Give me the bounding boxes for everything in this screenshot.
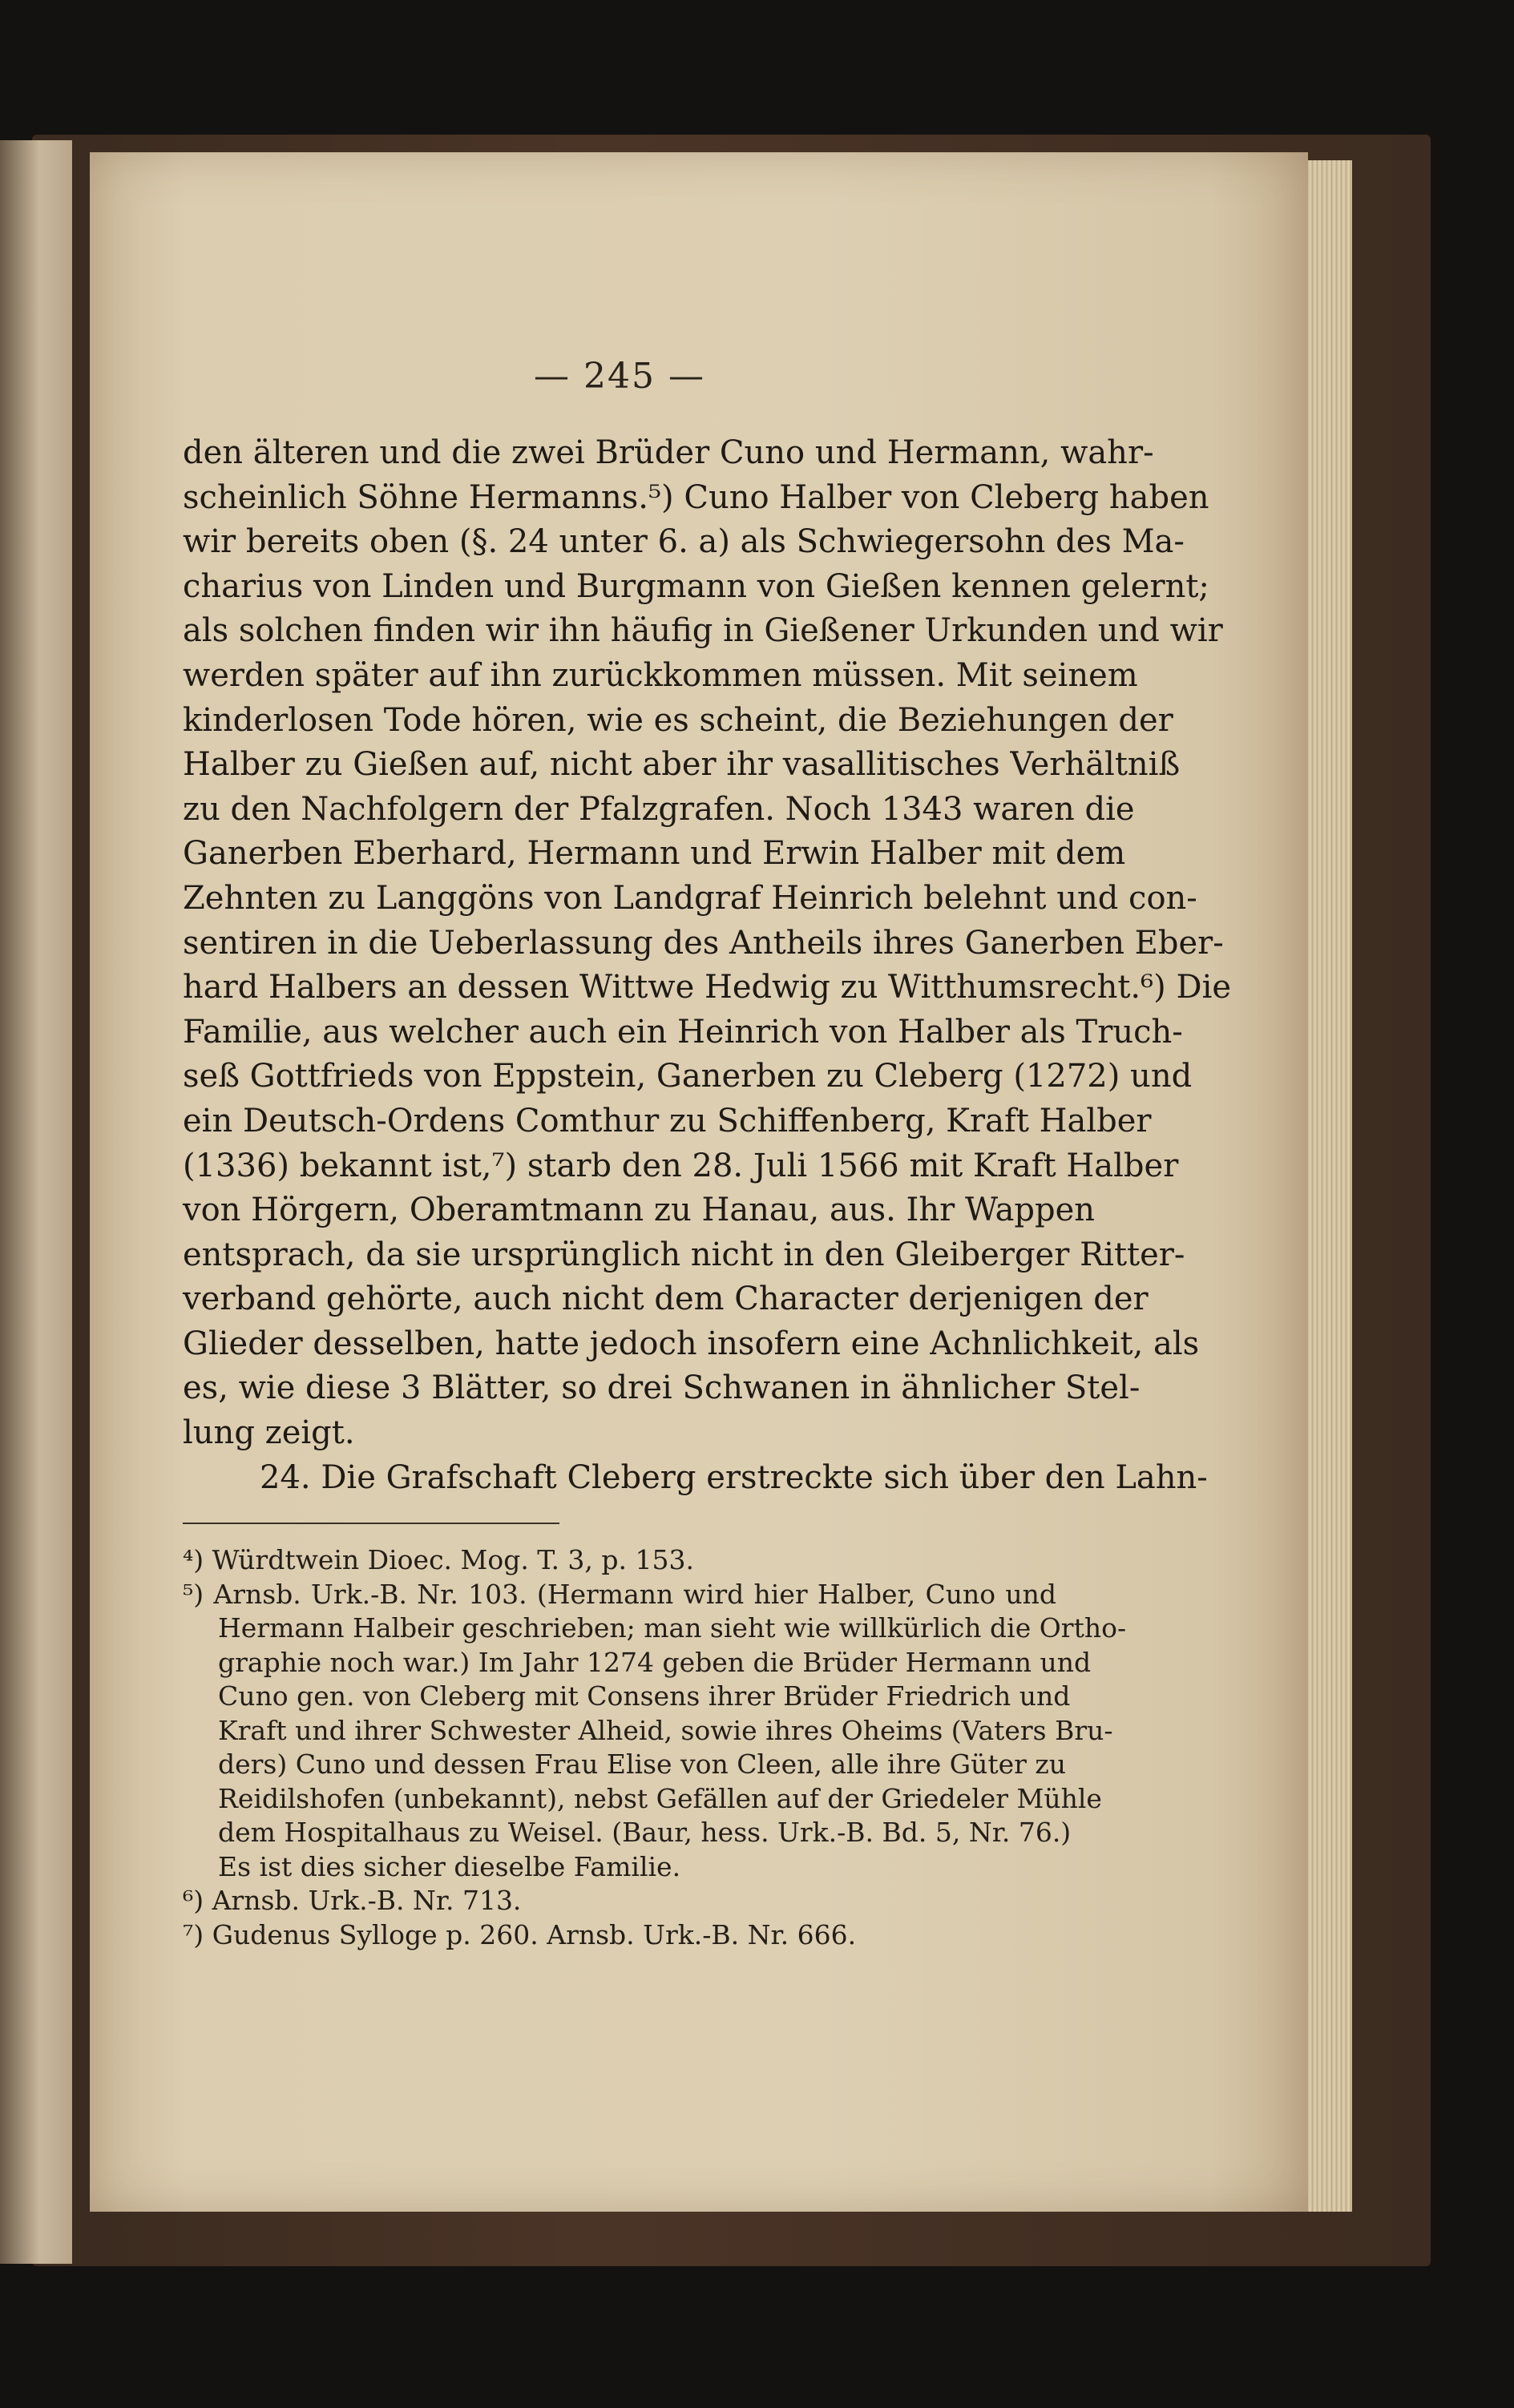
footnote-line: Kraft und ihrer Schwester Alheid, sowie ihres Oheims (Vaters Bru- [218,1714,1113,1746]
footnote-line: Reidilshofen (unbekannt), nebst Gefällen auf der Griedeler Mühle [218,1782,1102,1814]
page-number: — 245 — [534,356,705,397]
body-line: als solchen finden wir ihn häufig in Gießener Urkunden und wir [183,612,1223,650]
facing-page-edge [0,140,72,2264]
body-line: verband gehörte, auch nicht dem Character derjenigen der [183,1281,1149,1318]
body-line: zu den Nachfolgern der Pfalzgrafen. Noch 1343 waren die [183,790,1135,828]
body-line: den älteren und die zwei Brüder Cuno und Hermann, wahr- [183,434,1154,471]
footnote-line: ⁴) Würdtwein Dioec. Mog. T. 3, p. 153. [183,1544,694,1575]
body-line: lung zeigt. [183,1414,355,1452]
body-line: entsprach, da sie ursprünglich nicht in den Gleiberger Ritter- [183,1236,1185,1273]
body-line: charius von Linden und Burgmann von Gießen kennen gelernt; [183,567,1209,605]
body-text [183,431,1232,1500]
body-line: scheinlich Söhne Hermanns.⁵) Cuno Halber von Cleberg haben [183,478,1209,516]
page-stack-edge [1308,160,1352,2212]
body-line: Zehnten zu Langgöns von Landgraf Heinrich belehnt und con- [183,879,1197,917]
footnote-line: ⁷) Gudenus Sylloge p. 260. Arnsb. Urk.-B. Nr. 666. [183,1918,857,1950]
footnotes [183,1543,1127,1952]
body-line: von Hörgern, Oberamtmann zu Hanau, aus. Ihr Wappen [183,1192,1096,1229]
body-line: hard Halbers an dessen Wittwe Hedwig zu Witthumsrecht.⁶) Die [183,969,1232,1006]
footnote-line: ⁵) Arnsb. Urk.-B. Nr. 103. (Hermann wird hier Halber, Cuno und [183,1578,1056,1610]
footnote-line: graphie noch war.) Im Jahr 1274 geben die Brüder Hermann und [218,1646,1092,1678]
body-line: 24. Die Grafschaft Cleberg erstreckte sich über den Lahn- [260,1458,1208,1496]
body-line: werden später auf ihn zurückkommen müssen. Mit seinem [183,656,1138,694]
footnote-rule [183,1523,559,1524]
body-line: (1336) bekannt ist,⁷) starb den 28. Juli 1566 mit Kraft Halber [183,1147,1179,1184]
footnote-line: ders) Cuno und dessen Frau Elise von Cleen, alle ihre Güter zu [218,1749,1067,1780]
body-line: ein Deutsch-Ordens Comthur zu Schiffenberg, Kraft Halber [183,1102,1152,1139]
body-line: sentiren in die Ueberlassung des Antheils ihres Ganerben Eber- [183,924,1224,962]
body-line: Halber zu Gießen auf, nicht aber ihr vasallitisches Verhältniß [183,746,1181,784]
body-line: es, wie diese 3 Blätter, so drei Schwanen in ähnlicher Stel- [183,1369,1141,1407]
footnote-line: ⁶) Arnsb. Urk.-B. Nr. 713. [183,1885,522,1916]
footnote-line: Es ist dies sicher dieselbe Familie. [218,1850,681,1882]
body-line: seß Gottfrieds von Eppstein, Ganerben zu Cleberg (1272) und [183,1058,1193,1095]
footnote-line: Cuno gen. von Cleberg mit Consens ihrer Brüder Friedrich und [218,1680,1071,1712]
body-line: kinderlosen Tode hören, wie es scheint, die Beziehungen der [183,701,1173,739]
body-line: wir bereits oben (§. 24 unter 6. a) als Schwiegersohn des Ma- [183,523,1185,561]
footnote-line: Hermann Halbeir geschrieben; man sieht wie willkürlich die Ortho- [218,1612,1127,1644]
footnote-line: dem Hospitalhaus zu Weisel. (Baur, hess. Urk.-B. Bd. 5, Nr. 76.) [218,1817,1072,1848]
body-line: Familie, aus welcher auch ein Heinrich von Halber als Truch- [183,1013,1183,1051]
body-line: Ganerben Eberhard, Hermann und Erwin Halber mit dem [183,835,1126,873]
body-line: Glieder desselben, hatte jedoch insofern eine Achnlichkeit, als [183,1325,1200,1362]
